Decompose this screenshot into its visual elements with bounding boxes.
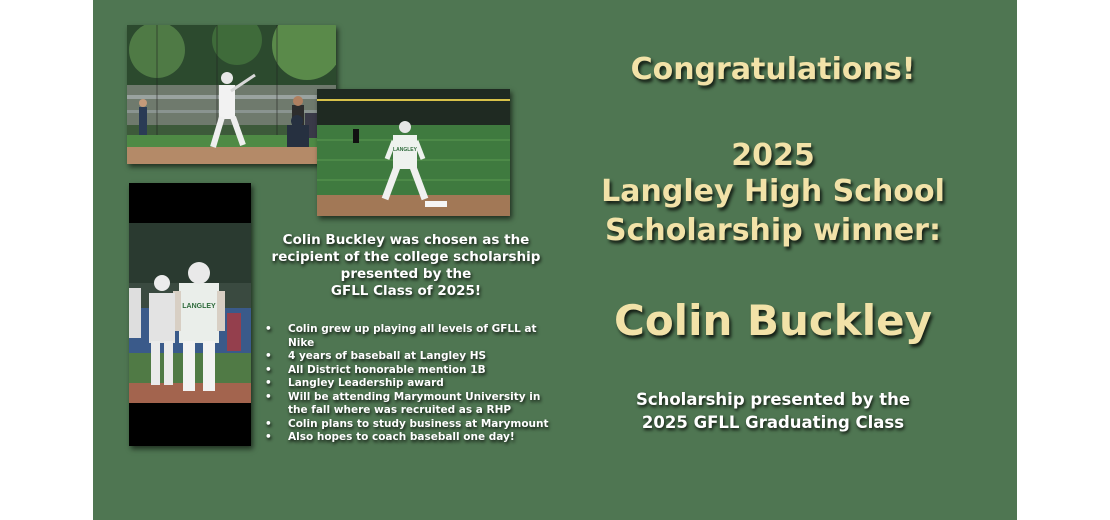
intro-line: recipient of the college scholarship bbox=[271, 249, 541, 265]
intro-text bbox=[271, 232, 541, 300]
congratulations-heading: Congratulations! bbox=[630, 52, 916, 87]
list-item: • Langley Leadership award bbox=[265, 377, 555, 391]
list-item: • All District honorable mention 1B bbox=[265, 364, 555, 378]
intro-line: Colin Buckley was chosen as the bbox=[282, 232, 530, 248]
list-item: • Colin grew up playing all levels of GFLL at Nike bbox=[265, 323, 555, 350]
intro-line: GFLL Class of 2025! bbox=[330, 283, 482, 299]
list-item: • 4 years of baseball at Langley HS bbox=[265, 350, 555, 364]
year-heading: 2025 bbox=[731, 138, 815, 173]
baserunner-photo bbox=[317, 89, 510, 216]
jersey-text: LANGLEY bbox=[393, 147, 417, 153]
jersey-text: LANGLEY bbox=[182, 303, 216, 310]
list-item: • Colin plans to study business at Marymount bbox=[265, 418, 555, 432]
presented-by-line: Scholarship presented by the bbox=[635, 390, 911, 409]
school-heading: Langley High School bbox=[601, 174, 945, 209]
scholarship-slide bbox=[93, 0, 1017, 520]
players-photo bbox=[129, 183, 251, 446]
graduating-class-line: 2025 GFLL Graduating Class bbox=[641, 413, 905, 432]
achievement-list bbox=[265, 323, 555, 445]
list-item: • Also hopes to coach baseball one day! bbox=[265, 431, 555, 445]
award-heading: Scholarship winner: bbox=[605, 213, 941, 248]
intro-line: presented by the bbox=[340, 266, 472, 282]
batter-photo bbox=[127, 25, 336, 164]
winner-name: Colin Buckley bbox=[614, 296, 932, 345]
list-item: • Will be attending Marymount University in the fall where was recruited as a RHP bbox=[265, 391, 555, 418]
